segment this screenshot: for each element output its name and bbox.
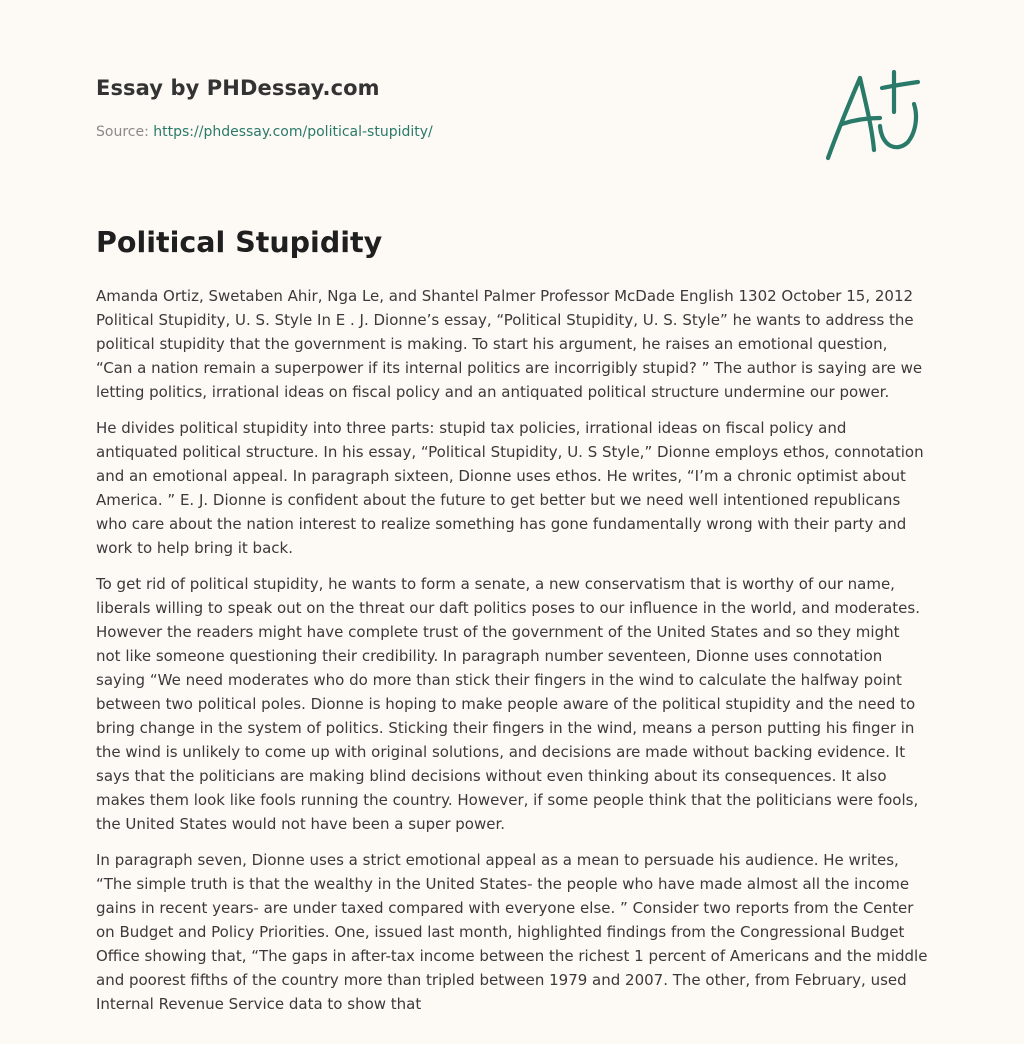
essay-body (96, 284, 928, 1028)
essay-paragraph: In paragraph seven, Dionne uses a strict emotional appeal as a mean to persuade his audience. He writes, “The simple truth is that the wealthy in the United States- the people who have made almost all the income gains in recent years- are under taxed compared with everyone else. ” Consider two reports from the Center on Budget and Policy Priorities. One, issued last month, highlighted findings from the Congressional Budget Office showing that, “The gaps in after-tax income between the richest 1 percent of Americans and the middle and poorest fifths of the country more than tripled between 1979 and 2007. The other, from February, used Internal Revenue Service data to show that (96, 851, 928, 1013)
source-line (96, 124, 433, 140)
essay-paragraph: He divides political stupidity into three parts: stupid tax policies, irrational ideas on fiscal policy and antiquated political structure. In his essay, “Political Stupidity, U. S Style,” Dionne employs ethos, connotation and an emotional appeal. In paragraph sixteen, Dionne uses ethos. He writes, “I’m a chronic optimist about America. ” E. J. Dionne is confident about the future to get better but we need well intentioned republicans who care about the nation interest to realize something has gone fundamentally wrong with their party and work to help bring it back. (96, 419, 924, 557)
a-plus-logo-icon (822, 66, 926, 166)
essay-paragraph: To get rid of political stupidity, he wants to form a senate, a new conservatism that is worthy of our name, liberals willing to speak out on the threat our daft politics poses to our influence in the world, and moderates. However the readers might have complete trust of the government of the United States and so they might not like someone questioning their credibility. In paragraph number seventeen, Dionne uses connotation saying “We need moderates who do more than stick their fingers in the wind to calculate the halfway point between two political poles. Dionne is hoping to make people aware of the political stupidity and the need to bring change in the system of politics. Sticking their fingers in the wind, means a person putting his finger in the wind is unlikely to come up with original solutions, and decisions are made without backing evidence. It says that the politicians are making blind decisions without even thinking about its consequences. It also makes them look like fools running the country. However, if some people think that the politicians were fools, the United States would not have been a super power. (96, 575, 920, 833)
source-link[interactable]: https://phdessay.com/political-stupidity/ (153, 124, 433, 140)
site-title: Essay by PHDessay.com (96, 76, 380, 100)
page-title: Political Stupidity (96, 226, 383, 259)
page-header (96, 0, 928, 190)
source-label: Source: (96, 124, 154, 140)
essay-page (96, 0, 928, 1013)
essay-paragraph: Amanda Ortiz, Swetaben Ahir, Nga Le, and Shantel Palmer Professor McDade English 1302 October 15, 2012 Political Stupidity, U. S. Style In E . J. Dionne’s essay, “Political Stupidity, U. S. Style” he wants to address the political stupidity that the government is making. To start his argument, he raises an emotional question, “Can a nation remain a superpower if its internal politics are incorrigibly stupid? ” The author is saying are we letting politics, irrational ideas on fiscal policy and an antiquated political structure undermine our power. (96, 287, 923, 401)
